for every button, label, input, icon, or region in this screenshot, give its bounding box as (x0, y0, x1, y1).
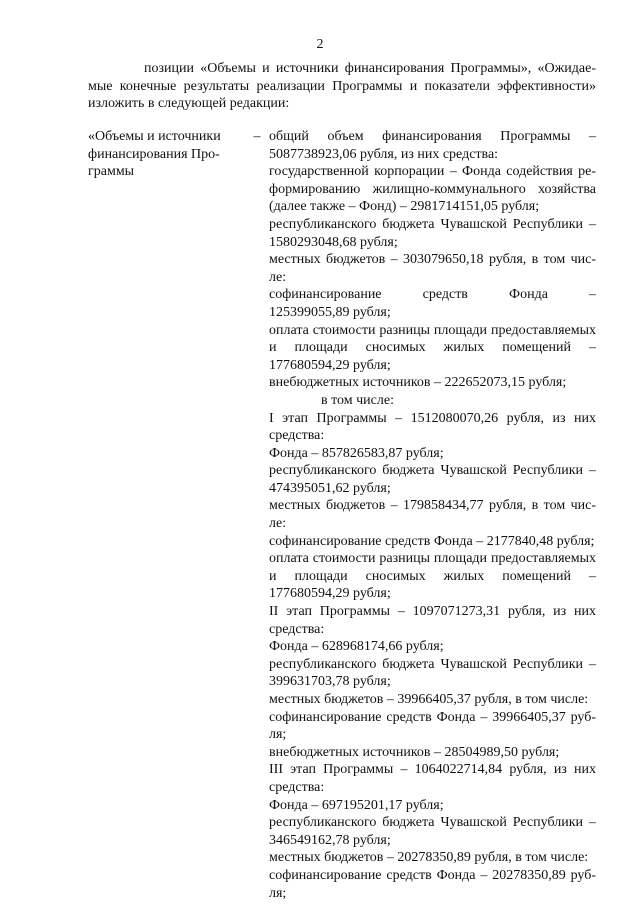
value-line: софинансирование средств Фонда – (269, 287, 596, 303)
label-line: «Объемы и источники (88, 129, 221, 144)
value-line: 5087738923,06 рубля, из них средства: (269, 146, 499, 162)
value-line: внебюджетных источников – 28504989,50 рубля; (269, 744, 560, 760)
separator-dash: – (253, 129, 261, 144)
value-line: софинансирование средств Фонда – 2177840,48 рубля; (269, 533, 595, 549)
intro-line: мые конечные результаты реализации Программы и показатели эффективности» (88, 78, 596, 94)
value-line: оплата стоимости разницы площади предоставляемых (269, 322, 596, 338)
value-line: Фонда – 857826583,87 рубля; (269, 445, 444, 461)
value-line: и площади сносимых жилых помещений – (269, 340, 596, 356)
value-line: ле: (269, 269, 287, 285)
value-line: 346549162,78 рубля; (269, 832, 391, 848)
value-line: средства: (269, 428, 325, 444)
intro-paragraph (88, 60, 596, 113)
value-line: местных бюджетов – 39966405,37 рубля, в том числе: (269, 692, 589, 707)
value-line: оплата стоимости разницы площади предоставляемых (269, 551, 596, 567)
page-number: 2 (316, 37, 324, 52)
value-line: и площади сносимых жилых помещений – (269, 568, 596, 584)
value-line: местных бюджетов – 303079650,18 рубля, в том чис- (269, 252, 596, 268)
label-line: финансирования Про- (88, 146, 220, 162)
value-line: внебюджетных источников – 222652073,15 рубля; (269, 375, 567, 391)
value-line: 1580293048,68 рубля; (269, 234, 398, 250)
table-label-column (88, 128, 248, 181)
value-line: средства: (269, 779, 325, 795)
table-value-column (269, 128, 596, 902)
value-line: республиканского бюджета Чувашской Республики – (269, 815, 596, 831)
value-line: республиканского бюджета Чувашской Республики – (269, 656, 596, 672)
label-line: граммы (88, 164, 135, 180)
value-line: софинансирование средств Фонда – 20278350,89 руб- (269, 867, 596, 883)
value-line: 474395051,62 рубля; (269, 480, 391, 496)
value-line: Фонда – 628968174,66 рубля; (269, 639, 444, 655)
value-line: ля; (269, 885, 287, 901)
value-line: (далее также – Фонд) – 2981714151,05 рубля; (269, 199, 540, 215)
intro-line: позиции «Объемы и источники финансирования Программы», «Ожидае- (144, 61, 596, 76)
value-line: в том числе: (321, 392, 394, 408)
value-line: местных бюджетов – 179858434,77 рубля, в том чис- (269, 498, 596, 514)
value-line: Фонда – 697195201,17 рубля; (269, 797, 444, 813)
value-line: ле: (269, 516, 287, 532)
value-line: общий объем финансирования Программы – (269, 129, 596, 144)
value-line: республиканского бюджета Чувашской Республики – (269, 463, 596, 479)
value-line: средства: (269, 621, 325, 637)
value-line: 399631703,78 рубля; (269, 674, 391, 690)
value-line: ля; (269, 727, 287, 743)
value-line: государственной корпорации – Фонда содействия ре- (269, 164, 596, 180)
value-line: I этап Программы – 1512080070,26 рубля, из них (269, 410, 596, 426)
intro-line: изложить в следующей редакции: (88, 96, 290, 112)
value-line: 125399055,89 рубля; (269, 304, 391, 320)
value-line: 177680594,29 рубля; (269, 357, 391, 373)
value-line: формированию жилищно-коммунального хозяйства (269, 181, 596, 197)
value-line: 177680594,29 рубля; (269, 586, 391, 602)
value-line: III этап Программы – 1064022714,84 рубля, из них (269, 762, 596, 778)
value-line: софинансирование средств Фонда – 39966405,37 руб- (269, 709, 596, 725)
value-line: республиканского бюджета Чувашской Республики – (269, 216, 596, 232)
value-line: местных бюджетов – 20278350,89 рубля, в том числе: (269, 850, 589, 866)
value-line: II этап Программы – 1097071273,31 рубля, из них (269, 604, 596, 620)
